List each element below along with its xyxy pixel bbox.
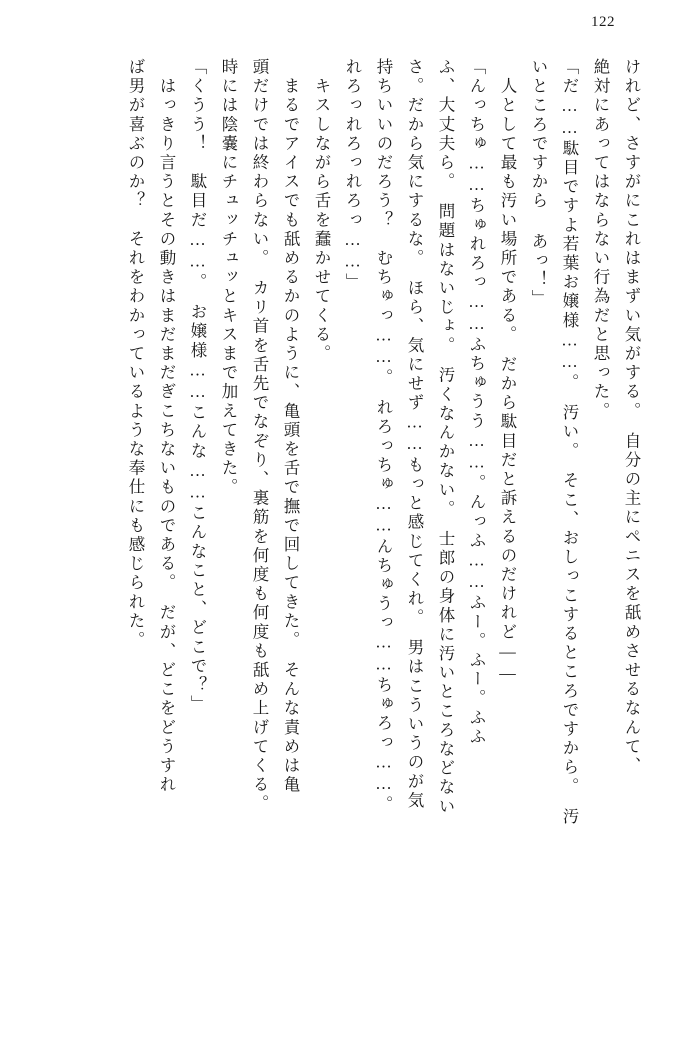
text-line: 「だ……駄目ですよ若葉お嬢様……。 汚い。 そこ、おしっこするところですから。 汚	[560, 58, 579, 827]
text-line: 時には陰嚢にチュッチュッとキスまで加えてきた。	[219, 58, 238, 498]
text-line: さ。だから気にするな。 ほら、気にせず……もっと感じてくれ。 男はこういうのが気	[405, 58, 424, 811]
page-number: 122	[591, 14, 615, 30]
text-line: 「んっちゅ……ちゅれろっ……ふちゅうう……。んっふ……ふー。ふー。ふふ	[467, 58, 486, 747]
text-line: 絶対にあってはならない行為だと思った。	[591, 58, 610, 421]
text-line: ふ、大丈夫ら。 問題はないじょ。 汚くなんかない。 士郎の身体に汚いところなどない	[436, 58, 455, 817]
body-text-block	[46, 58, 647, 1008]
text-line: ば男が喜ぶのか？ それをわかっているような奉仕にも感じられた。	[126, 58, 145, 651]
text-line: いところですから あっ！」	[529, 58, 548, 309]
text-line: キスしながら舌を蠢かせてくる。	[312, 58, 331, 364]
text-line: はっきり言うとその動きはまだまだぎこちないものである。 だが、どこをどうすれ	[157, 58, 176, 795]
text-line: 持ちいいのだろう？ むちゅっ……。 れろっちゅ……んちゅうっ……ちゅろっ……。	[374, 58, 393, 815]
text-line: 頭だけでは終わらない。 カリ首を舌先でなぞり、裏筋を何度も何度も舐め上げてくる。	[250, 58, 269, 814]
text-line: けれど、さすがにこれはまずい気がする。 自分の主にペニスを舐めさせるなんて、	[622, 58, 641, 776]
text-line: まるでアイスでも舐めるかのように、亀頭を舌で撫で回してきた。 そんな責めは亀	[281, 58, 300, 795]
text-line: れろっれろっれろっ……」	[343, 58, 362, 293]
text-line: 「くうう！ 駄目だ……。 お嬢様……こんな……こんなこと、どこで？」	[188, 58, 207, 715]
text-line: 人として最も汚い場所である。 だから駄目だと訴えるのだけれど——	[498, 58, 517, 686]
